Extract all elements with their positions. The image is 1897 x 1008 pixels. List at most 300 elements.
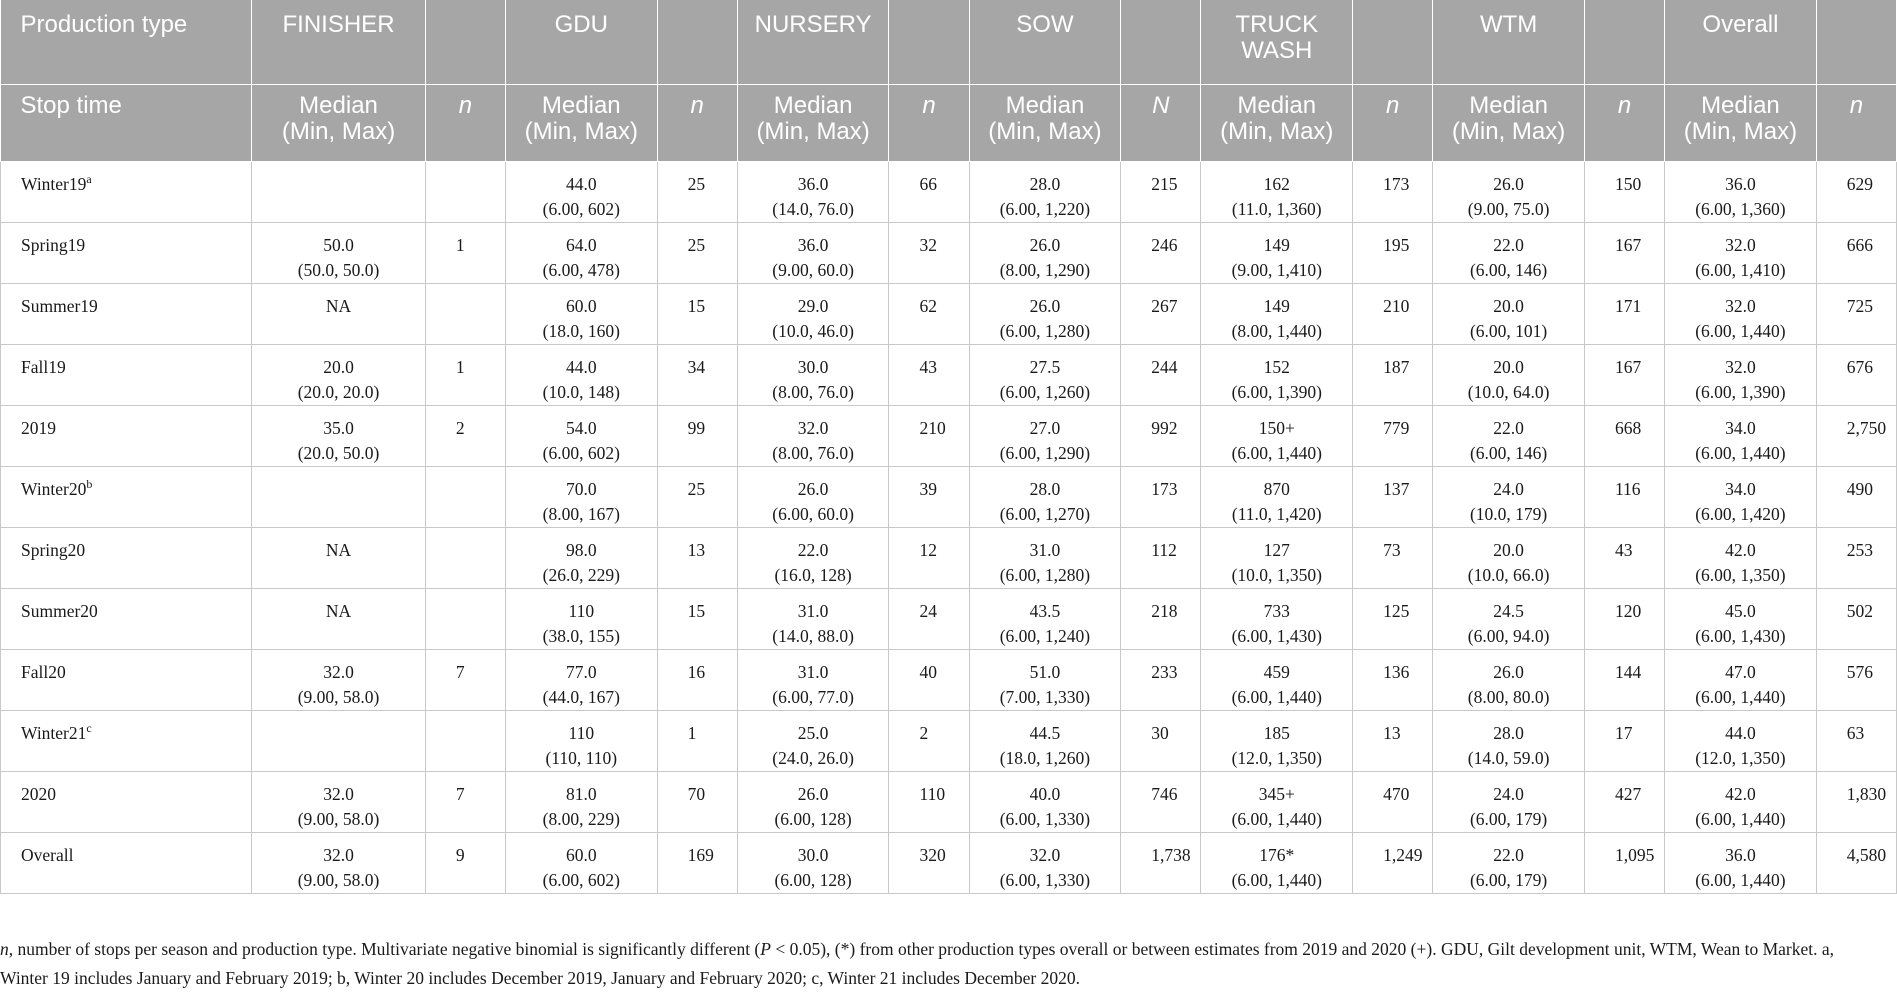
median-cell — [505, 528, 657, 589]
median-value: 47.0 — [1725, 662, 1756, 682]
median-cell — [1433, 711, 1585, 772]
median-cell — [1201, 406, 1353, 467]
n-cell: 666 — [1816, 223, 1896, 284]
median-cell — [505, 345, 657, 406]
min-max-label: (Min, Max) — [756, 118, 870, 145]
median-value: 32.0 — [797, 418, 829, 438]
median-value: 44.0 — [1725, 723, 1756, 743]
median-value: NA — [325, 296, 352, 316]
n-cell: 470 — [1353, 772, 1433, 833]
median-header — [1665, 85, 1817, 162]
median-header — [505, 85, 657, 162]
median-value: 36.0 — [1725, 174, 1756, 194]
median-value: 32.0 — [323, 662, 354, 682]
median-cell — [1433, 345, 1585, 406]
n-cell: 676 — [1816, 345, 1896, 406]
median-value: 64.0 — [565, 235, 597, 255]
median-value: 32.0 — [1725, 357, 1756, 377]
n-header: n — [889, 85, 969, 162]
stop-time-label: 2020 — [21, 784, 56, 804]
n-cell: 66 — [889, 162, 969, 223]
n-cell: 490 — [1816, 467, 1896, 528]
min-max-value: (6.00, 77.0) — [772, 687, 854, 707]
median-cell — [1433, 467, 1585, 528]
median-cell — [1433, 650, 1585, 711]
min-max-value: (14.0, 88.0) — [772, 626, 854, 646]
table-row — [1, 345, 1897, 406]
median-header — [252, 85, 426, 162]
stop-time-label: Fall20 — [21, 662, 66, 682]
median-value: 98.0 — [565, 540, 597, 560]
median-value: 44.0 — [565, 174, 597, 194]
median-value: 28.0 — [1029, 174, 1061, 194]
median-value: 22.0 — [1493, 845, 1524, 865]
median-value: 25.0 — [797, 723, 829, 743]
median-cell — [1665, 406, 1817, 467]
min-max-label: (Min, Max) — [1220, 118, 1334, 145]
stop-time-cell — [1, 406, 252, 467]
min-max-value: (18.0, 160) — [542, 321, 620, 341]
median-cell — [1665, 162, 1817, 223]
median-value: 51.0 — [1029, 662, 1061, 682]
min-max-value: (9.00, 60.0) — [772, 260, 854, 280]
median-value: 32.0 — [323, 845, 354, 865]
table-row — [1, 650, 1897, 711]
median-value: 30.0 — [797, 845, 829, 865]
n-cell: 992 — [1121, 406, 1201, 467]
min-max-value: (11.0, 1,360) — [1231, 199, 1322, 219]
n-header: n — [1584, 85, 1664, 162]
median-cell — [252, 528, 426, 589]
n-cell: 12 — [889, 528, 969, 589]
median-cell — [252, 833, 426, 894]
n-cell: 150 — [1584, 162, 1664, 223]
min-max-value: (6.00, 101) — [1469, 321, 1548, 341]
min-max-value: (9.00, 75.0) — [1467, 199, 1550, 219]
median-cell — [969, 467, 1121, 528]
median-value: 28.0 — [1029, 479, 1061, 499]
min-max-value: (10.0, 179) — [1469, 504, 1548, 524]
min-max-value: (38.0, 155) — [542, 626, 620, 646]
n-cell: 43 — [1584, 528, 1664, 589]
n-cell: 267 — [1121, 284, 1201, 345]
table-body — [1, 162, 1897, 894]
median-cell — [505, 223, 657, 284]
min-max-value: (6.00, 602) — [542, 443, 620, 463]
table-row — [1, 223, 1897, 284]
median-cell — [1433, 162, 1585, 223]
median-value: 152 — [1263, 357, 1290, 377]
median-cell — [1665, 467, 1817, 528]
median-cell — [505, 406, 657, 467]
n-cell: 25 — [657, 467, 737, 528]
n-cell: 218 — [1121, 589, 1201, 650]
n-cell: 233 — [1121, 650, 1201, 711]
min-max-value: (6.00, 1,440) — [1231, 870, 1322, 890]
median-value: 45.0 — [1725, 601, 1756, 621]
n-cell: 173 — [1121, 467, 1201, 528]
n-cell: 43 — [889, 345, 969, 406]
min-max-value: (6.00, 1,290) — [999, 443, 1091, 463]
median-value: 31.0 — [797, 601, 829, 621]
median-cell — [969, 345, 1121, 406]
n-cell: 173 — [1353, 162, 1433, 223]
median-value: 20.0 — [1493, 540, 1524, 560]
min-max-value: (9.00, 58.0) — [297, 687, 380, 707]
group-n-spacer — [1584, 0, 1664, 85]
min-max-value: (20.0, 50.0) — [297, 443, 380, 463]
median-cell — [969, 711, 1121, 772]
n-cell: 427 — [1584, 772, 1664, 833]
n-cell: 253 — [1816, 528, 1896, 589]
min-max-value: (6.00, 94.0) — [1467, 626, 1550, 646]
footnote-p-symbol: P — [760, 939, 771, 959]
table-row — [1, 772, 1897, 833]
median-value: 54.0 — [565, 418, 597, 438]
min-max-value: (8.00, 80.0) — [1467, 687, 1550, 707]
median-value: 149 — [1263, 235, 1290, 255]
min-max-value: (6.00, 1,440) — [1231, 687, 1322, 707]
n-cell: 1,095 — [1584, 833, 1664, 894]
median-cell — [252, 772, 426, 833]
median-cell — [737, 772, 889, 833]
min-max-value: (6.00, 146) — [1469, 443, 1548, 463]
stop-time-cell — [1, 711, 252, 772]
median-cell — [737, 589, 889, 650]
median-cell — [1665, 772, 1817, 833]
min-max-value: (20.0, 20.0) — [297, 382, 380, 402]
min-max-value: (10.0, 1,350) — [1231, 565, 1322, 585]
median-cell — [1665, 528, 1817, 589]
min-max-value: (6.00, 1,440) — [1231, 809, 1322, 829]
median-value: 43.5 — [1029, 601, 1061, 621]
n-cell: 7 — [425, 772, 505, 833]
stop-time-cell — [1, 650, 252, 711]
n-cell: 99 — [657, 406, 737, 467]
n-cell — [425, 284, 505, 345]
n-cell: 320 — [889, 833, 969, 894]
median-cell — [505, 650, 657, 711]
median-value: 42.0 — [1725, 784, 1756, 804]
median-cell — [505, 162, 657, 223]
min-max-value: (9.00, 58.0) — [297, 870, 380, 890]
group-n-spacer — [425, 0, 505, 85]
min-max-value: (10.0, 46.0) — [772, 321, 854, 341]
n-cell: 1 — [425, 223, 505, 284]
table-row — [1, 284, 1897, 345]
median-value: 44.0 — [565, 357, 597, 377]
median-cell — [505, 833, 657, 894]
stop-time-label: Summer19 — [21, 296, 98, 316]
median-cell — [1433, 589, 1585, 650]
n-cell: 171 — [1584, 284, 1664, 345]
min-max-value: (24.0, 26.0) — [772, 748, 854, 768]
min-max-value: (6.00, 1,420) — [1695, 504, 1786, 524]
min-max-value: (6.00, 1,270) — [999, 504, 1091, 524]
median-cell — [737, 528, 889, 589]
median-cell — [252, 589, 426, 650]
n-cell: 167 — [1584, 223, 1664, 284]
group-header: Overall — [1665, 0, 1817, 85]
n-cell: 1 — [425, 345, 505, 406]
min-max-value: (6.00, 602) — [542, 870, 620, 890]
n-cell: 215 — [1121, 162, 1201, 223]
median-cell — [1201, 162, 1353, 223]
n-cell: 39 — [889, 467, 969, 528]
group-header: SOW — [969, 0, 1121, 85]
median-label: Median — [541, 92, 621, 119]
n-cell: 167 — [1584, 345, 1664, 406]
min-max-value: (12.0, 1,350) — [1231, 748, 1322, 768]
median-value: 345+ — [1258, 784, 1295, 804]
group-n-spacer — [1816, 0, 1896, 85]
median-cell — [969, 528, 1121, 589]
min-max-value: (6.00, 1,280) — [999, 321, 1091, 341]
table-row — [1, 162, 1897, 223]
median-value: 30.0 — [797, 357, 829, 377]
median-value: 44.5 — [1029, 723, 1061, 743]
n-cell: 2,750 — [1816, 406, 1896, 467]
median-value: 70.0 — [565, 479, 597, 499]
n-cell: 629 — [1816, 162, 1896, 223]
n-cell: 13 — [1353, 711, 1433, 772]
median-value: 36.0 — [797, 235, 829, 255]
median-value: 24.5 — [1493, 601, 1524, 621]
median-label: Median — [1469, 92, 1548, 119]
n-cell: 210 — [1353, 284, 1433, 345]
min-max-value: (6.00, 1,350) — [1695, 565, 1786, 585]
median-value: 34.0 — [1725, 479, 1756, 499]
median-value: 77.0 — [565, 662, 597, 682]
group-n-spacer — [657, 0, 737, 85]
n-cell: 2 — [425, 406, 505, 467]
n-cell — [425, 589, 505, 650]
stop-time-label: Winter20 — [21, 479, 87, 499]
n-cell: 110 — [889, 772, 969, 833]
median-value: 32.0 — [1725, 296, 1756, 316]
min-max-value: (10.0, 64.0) — [1467, 382, 1550, 402]
group-header: TRUCK WASH — [1201, 0, 1353, 85]
n-cell: 32 — [889, 223, 969, 284]
stop-time-label: Fall19 — [21, 357, 66, 377]
min-max-value: (6.00, 1,330) — [999, 870, 1091, 890]
median-cell — [252, 711, 426, 772]
n-cell: 1,830 — [1816, 772, 1896, 833]
median-cell — [505, 772, 657, 833]
min-max-value: (6.00, 1,220) — [999, 199, 1091, 219]
median-label: Median — [1701, 92, 1780, 119]
median-value: 26.0 — [797, 479, 829, 499]
group-header: FINISHER — [252, 0, 426, 85]
median-value: 22.0 — [1493, 235, 1524, 255]
min-max-value: (6.00, 602) — [542, 199, 620, 219]
n-cell: 195 — [1353, 223, 1433, 284]
median-value: 26.0 — [1029, 235, 1061, 255]
median-cell — [1433, 406, 1585, 467]
median-cell — [252, 467, 426, 528]
min-max-value: (6.00, 1,390) — [1695, 382, 1786, 402]
median-value: 150+ — [1258, 418, 1295, 438]
min-max-value: (44.0, 167) — [542, 687, 620, 707]
stop-time-cell — [1, 162, 252, 223]
median-value: 31.0 — [797, 662, 829, 682]
min-max-value: (8.00, 1,290) — [999, 260, 1091, 280]
median-cell — [969, 223, 1121, 284]
group-n-spacer — [1121, 0, 1201, 85]
min-max-value: (9.00, 1,410) — [1231, 260, 1322, 280]
median-cell — [1201, 467, 1353, 528]
min-max-value: (6.00, 128) — [774, 870, 852, 890]
min-max-value: (6.00, 1,280) — [999, 565, 1091, 585]
median-header — [1201, 85, 1353, 162]
min-max-value: (14.0, 59.0) — [1467, 748, 1550, 768]
n-cell: 24 — [889, 589, 969, 650]
median-cell — [1201, 223, 1353, 284]
n-cell: 169 — [657, 833, 737, 894]
min-max-value: (8.00, 76.0) — [772, 443, 854, 463]
n-cell: 125 — [1353, 589, 1433, 650]
median-value: 870 — [1263, 479, 1290, 499]
min-max-value: (16.0, 128) — [774, 565, 852, 585]
min-max-value: (6.00, 1,440) — [1695, 321, 1786, 341]
median-value: 32.0 — [1029, 845, 1061, 865]
median-cell — [737, 406, 889, 467]
median-label: Median — [1237, 92, 1317, 119]
median-value: 24.0 — [1493, 479, 1524, 499]
median-cell — [1665, 345, 1817, 406]
n-cell: 63 — [1816, 711, 1896, 772]
n-cell: 1,249 — [1353, 833, 1433, 894]
footnote-line-1 — [0, 935, 1890, 964]
min-max-value: (6.00, 128) — [774, 809, 852, 829]
stop-time-label: Spring19 — [21, 235, 86, 255]
n-cell: 7 — [425, 650, 505, 711]
median-cell — [737, 345, 889, 406]
table-row — [1, 833, 1897, 894]
min-max-value: (8.00, 76.0) — [772, 382, 854, 402]
min-max-label: (Min, Max) — [1451, 118, 1566, 145]
median-cell — [1201, 345, 1353, 406]
n-cell — [425, 467, 505, 528]
min-max-value: (6.00, 60.0) — [772, 504, 854, 524]
min-max-value: (6.00, 179) — [1469, 809, 1548, 829]
median-cell — [969, 833, 1121, 894]
median-value: 42.0 — [1725, 540, 1756, 560]
stop-time-cell — [1, 345, 252, 406]
stop-time-label: Spring20 — [21, 540, 86, 560]
median-value: 81.0 — [565, 784, 597, 804]
n-cell: 576 — [1816, 650, 1896, 711]
n-cell: 246 — [1121, 223, 1201, 284]
n-cell: 244 — [1121, 345, 1201, 406]
median-cell — [969, 406, 1121, 467]
group-n-spacer — [1353, 0, 1433, 85]
production-type-header: Production type — [1, 0, 252, 85]
footnote-line-2: Winter 19 includes January and February 2019; b, Winter 20 includes December 2019, January and February 2020; c, Winter 21 includes December 2020. — [0, 968, 1080, 988]
median-value: 27.0 — [1029, 418, 1061, 438]
median-cell — [1665, 650, 1817, 711]
median-cell — [1665, 833, 1817, 894]
median-value: 127 — [1263, 540, 1290, 560]
median-label: Median — [1005, 92, 1085, 119]
median-cell — [252, 650, 426, 711]
n-cell: 25 — [657, 223, 737, 284]
n-cell: 62 — [889, 284, 969, 345]
min-max-value: (6.00, 1,330) — [999, 809, 1091, 829]
min-max-value: (14.0, 76.0) — [772, 199, 854, 219]
n-cell: 187 — [1353, 345, 1433, 406]
n-cell: 1 — [657, 711, 737, 772]
n-cell: 210 — [889, 406, 969, 467]
median-value: 60.0 — [565, 296, 597, 316]
median-header — [969, 85, 1121, 162]
n-cell: 13 — [657, 528, 737, 589]
median-value: 60.0 — [565, 845, 597, 865]
median-cell — [737, 284, 889, 345]
median-cell — [505, 589, 657, 650]
min-max-value: (6.00, 179) — [1469, 870, 1548, 890]
n-cell: 73 — [1353, 528, 1433, 589]
n-cell: 34 — [657, 345, 737, 406]
median-cell — [252, 162, 426, 223]
median-cell — [737, 711, 889, 772]
n-cell: 668 — [1584, 406, 1664, 467]
footnote-marker: a — [86, 172, 92, 187]
median-cell — [1433, 528, 1585, 589]
stop-time-cell — [1, 833, 252, 894]
stop-time-cell — [1, 223, 252, 284]
median-cell — [505, 467, 657, 528]
n-cell: 144 — [1584, 650, 1664, 711]
n-cell: 25 — [657, 162, 737, 223]
median-header — [1433, 85, 1585, 162]
table-row — [1, 711, 1897, 772]
n-cell: 116 — [1584, 467, 1664, 528]
n-header: n — [425, 85, 505, 162]
min-max-value: (26.0, 229) — [542, 565, 620, 585]
median-value: 29.0 — [797, 296, 829, 316]
median-value: 50.0 — [323, 235, 354, 255]
n-cell: 70 — [657, 772, 737, 833]
median-value: 27.5 — [1029, 357, 1061, 377]
median-value: 20.0 — [323, 357, 354, 377]
median-label: Median — [773, 92, 853, 119]
n-cell — [425, 528, 505, 589]
min-max-value: (6.00, 1,260) — [999, 382, 1091, 402]
median-cell — [252, 345, 426, 406]
min-max-label: (Min, Max) — [281, 118, 396, 145]
min-max-value: (6.00, 1,430) — [1695, 626, 1786, 646]
median-cell — [505, 284, 657, 345]
n-cell: 2 — [889, 711, 969, 772]
stop-time-header: Stop time — [1, 85, 252, 162]
min-max-value: (8.00, 229) — [542, 809, 620, 829]
min-max-value: (8.00, 1,440) — [1231, 321, 1322, 341]
median-value: 28.0 — [1493, 723, 1524, 743]
n-cell — [425, 162, 505, 223]
median-cell — [1665, 223, 1817, 284]
median-cell — [1201, 528, 1353, 589]
median-value: 32.0 — [1725, 235, 1756, 255]
median-value: 32.0 — [323, 784, 354, 804]
stop-time-label: Summer20 — [21, 601, 98, 621]
min-max-value: (6.00, 1,410) — [1695, 260, 1786, 280]
n-cell: 1,738 — [1121, 833, 1201, 894]
median-cell — [1433, 223, 1585, 284]
footnote-marker: b — [86, 477, 93, 492]
median-cell — [1201, 772, 1353, 833]
min-max-value: (6.00, 478) — [542, 260, 620, 280]
